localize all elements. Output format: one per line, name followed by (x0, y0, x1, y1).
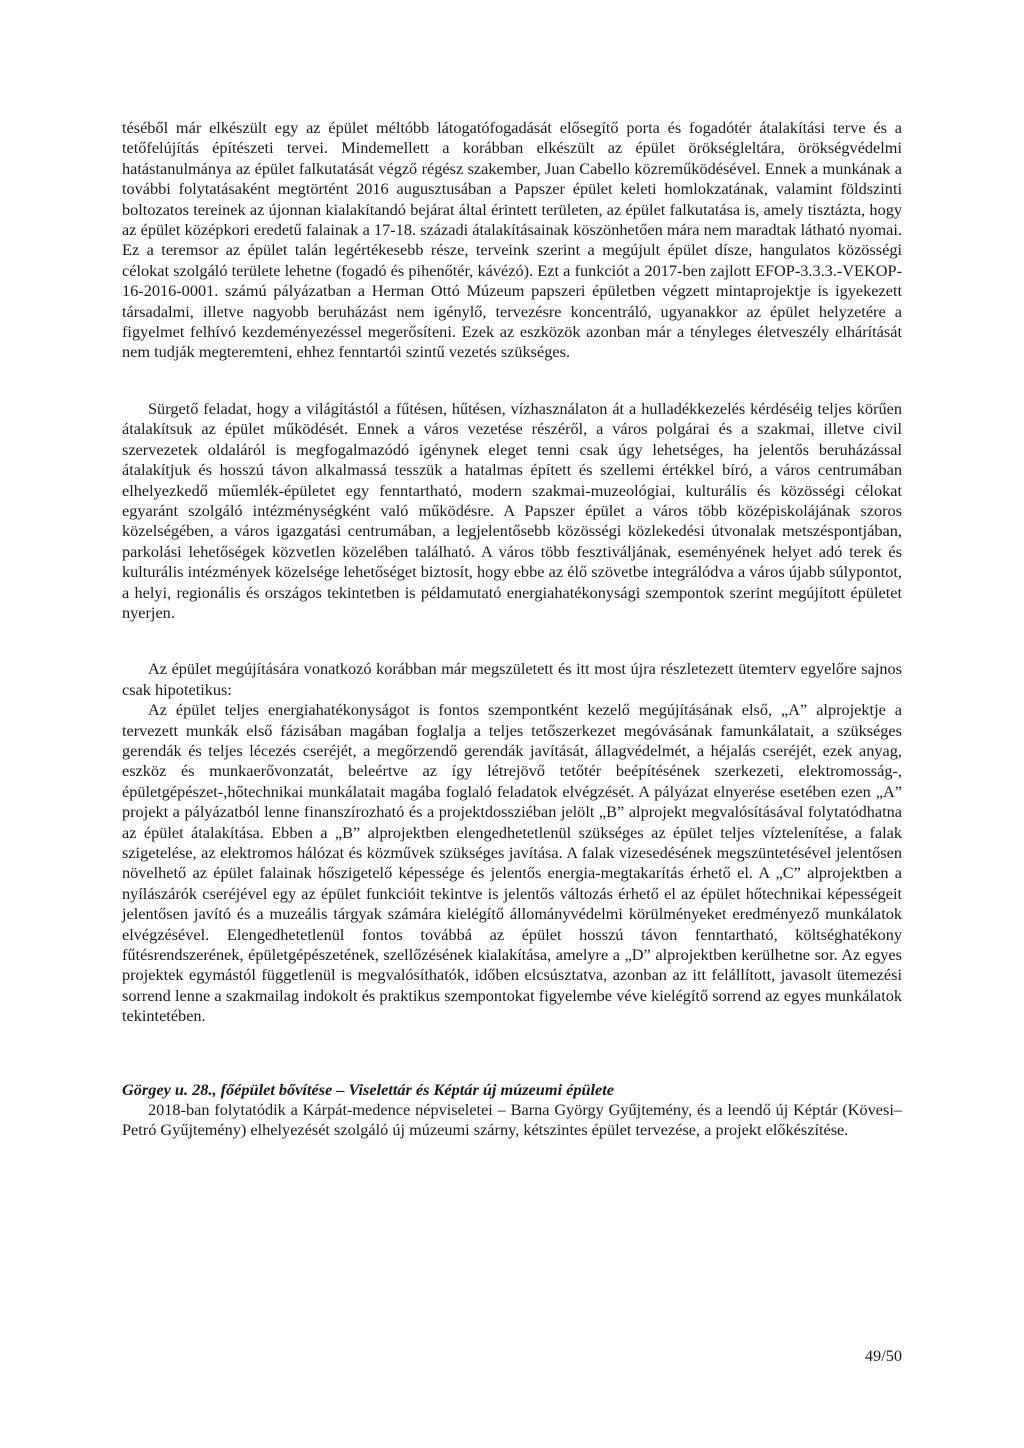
paragraph-new-wing: 2018-ban folytatódik a Kárpát-medence népviseletei – Barna György Gyűjtemény, és a leendő új Képtár (Kövesi–Petró Gyűjtemény) elhelyezését szolgáló új múzeumi szárny, kétszintes épület tervezése, a projekt előkészítése. (122, 1100, 902, 1140)
document-page (122, 118, 902, 1141)
paragraph-subprojects: Az épület teljes energiahatékonyságot is fontos szempontként kezelő megújításának első, „A” alprojektje a tervezett munkák első fázisában magában foglalja a teljes tetőszerkezet megóvásának famunkálatait, a szükséges gerendák és teljes lécezés cseréjét, a megőrzendő gerendák javítását, állagvédelmét, a héjalás cseréjét, ezek anyag, eszköz és munkaerővonzatát, beleértve az így létrejövő tetőtér beépítésének szerkezeti, elektromosság-, épületgépészet-,hőtechnikai munkálatait magába foglaló feladatok elvégzését. A pályázat elnyerése esetében ezen „A” projekt a pályázatból lenne finanszírozható és a projektdossziéban jelölt „B” alprojekt megvalósításával folytatódhatna az épület átalakítása. Ebben a „B” alprojektben elengedhetetlenül szükséges az épület teljes víztelenítése, a falak szigetelése, az elektromos hálózat és közművek szükséges javítása. A falak vizesedésének megszüntetésével jelentősen növelhető az épület falainak hőszigetelő képessége és jelentős energia-megtakarítás érhető el. A „C” alprojektben a nyílászárók cseréjével egy az épület funkcióit tekintve is jelentős változás érhető el az épület hőtechnikai képességeit jelentősen javító és a muzeális tárgyak számára kielégítő állományvédelmi körülményeket eredményező munkálatok elvégzésével. Elengedhetetlenül fontos továbbá az épület hosszú távon fenntartható, költséghatékony fűtésrendszerének, épületgépészetének, szellőzésének kialakítása, amelyre a „D” alprojektben kerülhetne sor. Az egyes projektek egymástól függetlenül is megvalósíthatók, időben elcsúsztatva, azonban az itt felállított, javasolt ütemezési sorrend lenne a szakmailag indokolt és praktikus szempontokat figyelembe véve kielégítő sorrend az egyes munkálatok tekintetében. (122, 700, 902, 1026)
paragraph-schedule-intro: Az épület megújítására vonatkozó korábban már megszületett és itt most újra részletezett ütemterv egyelőre sajnos csak hipotetikus: (122, 659, 902, 699)
paragraph-gap (122, 623, 902, 659)
paragraph-urgent-task: Sürgető feladat, hogy a világítástól a fűtésen, hűtésen, vízhasználaton át a hulladékkezelés kérdéséig teljes körűen átalakítsuk az épület működését. Ennek a város vezetése részéről, a város polgárai és a szakmai, illetve civil szervezetek oldaláról is megfogalmazódó igénynek eleget tenni csak úgy lehetséges, ha jelentős beruházással átalakítjuk és hosszú távon alkalmassá tesszük a hatalmas épített és szellemi értékkel bíró, a város centrumában elhelyezkedő műemlék-épületet egy fenntartható, modern szakmai-muzeológiai, kulturális és közösségi célokat egyaránt szolgáló intézménységként való működésre. A Papszer épület a város több középiskolájának szoros közelségében, a város igazgatási centrumában, a legjelentősebb közösségi közlekedési útvonalak metszéspontjában, parkolási lehetőségek közvetlen közelében található. A város több fesztiváljának, eseményének helyet adó terek és kulturális intézmények közelsége lehetőséget biztosít, hogy ebbe az élő szövetbe integrálódva a város újabb súlypontot, a helyi, regionális és országos tekintetben is példamutató energiahatékonysági szempontok szerint megújított épületet nyerjen. (122, 398, 902, 622)
paragraph-papszer-research: téséből már elkészült egy az épület méltóbb látogatófogadását elősegítő porta és fogadótér átalakítási terve és a tetőfelújítás építészeti tervei. Mindemellett a korábban elkészült az épület örökségleltára, örökségvédelmi hatástanulmánya az épület falkutatását végző régész szakember, Juan Cabello közreműködésével. Ennek a munkának a további folytatásaként megtörtént 2016 augusztusában a Papszer épület keleti homlokzatának, valamint földszinti boltozatos tereinek az újonnan kialakítandó bejárat által érintett területen, az épület falkutatása is, amely tisztázta, hogy az épület középkori eredetű falainak a 17-18. századi átalakításainak köszönhetően mára nem maradtak látható nyomai. Ez a teremsor az épület talán legértékesebb része, terveink szerint a megújult épület dísze, hangulatos közösségi célokat szolgáló területe lehetne (fogadó és pihenőtér, kávézó). Ezt a funkciót a 2017-ben zajlott EFOP-3.3.3.-VEKOP-16-2016-0001. számú pályázatban a Herman Ottó Múzeum papszeri épületben végzett mintaprojektje is igyekezett társadalmi, illetve nagyobb beruházást nem igénylő, tervezésre koncentráló, ugyanakkor az épület helyzetére a figyelmet felhívó kezdeményezéssel megerősíteni. Ezek az eszközök azonban már a tényleges életveszély elhárítását nem tudják megteremteni, ehhez fenntartói szintű vezetés szükséges. (122, 118, 902, 362)
paragraph-gap (122, 363, 902, 399)
page-number: 49/50 (864, 1346, 902, 1365)
section-heading: Görgey u. 28., főépület bővítése – Viselettár és Képtár új múzeumi épülete (122, 1079, 615, 1099)
section-gap (122, 1027, 902, 1080)
